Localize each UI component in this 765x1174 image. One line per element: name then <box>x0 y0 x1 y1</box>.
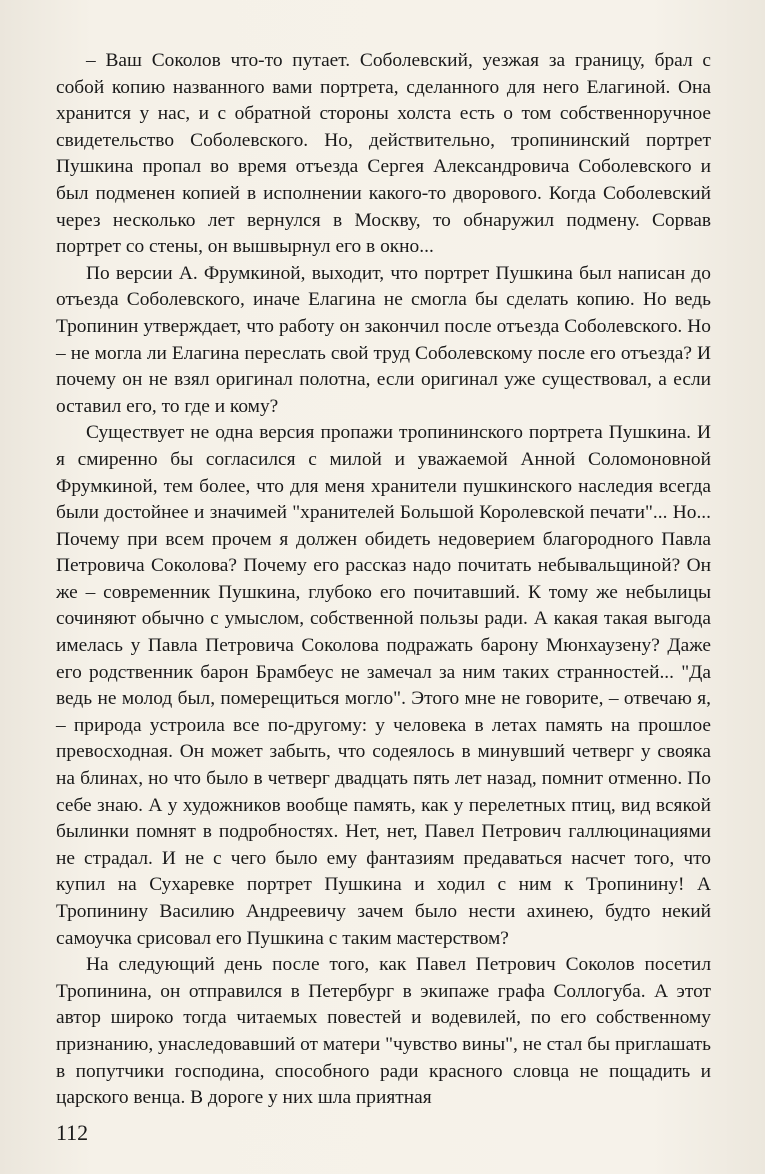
body-text <box>56 48 711 1112</box>
paragraph-1: – Ваш Соколов что-то путает. Соболевский, уезжая за границу, брал с собой копию названного вами портрета, сделанного для него Елагиной. Она хранится у нас, и с обратной стороны холста есть о том собственноручное свидетельство Соболевского. Но, действительно, тропининский портрет Пушкина пропал во время отъезда Сергея Александровича Соболевского и был подменен копией в исполнении какого-то дворового. Когда Соболевский через несколько лет вернулся в Москву, то обнаружил подмену. Сорвав портрет со стены, он вышвырнул его в окно... <box>56 50 711 258</box>
page-number: 112 <box>56 1120 89 1145</box>
paragraph-4: На следующий день после того, как Павел Петрович Соколов посетил Тропинина, он отправился в Петербург в экипаже графа Соллогуба. А этот автор широко тогда читаемых повестей и водевилей, по его собственному признанию, унаследовавший от матери "чувство вины", не стал бы приглашать в попутчики господина, способного ради красного словца не пощадить и царского венца. В дороге у них шла приятная <box>56 954 711 1109</box>
paragraph-2: По версии А. Фрумкиной, выходит, что портрет Пушкина был написан до отъезда Соболевского, иначе Елагина не смогла бы сделать копию. Но ведь Тропинин утверждает, что работу он закончил после отъезда Соболевского. Но – не могла ли Елагина переслать свой труд Соболевскому после его отъезда? И почему он не взял оригинал полотна, если оригинал уже существовал, а если оставил его, то где и кому? <box>56 262 711 417</box>
paragraph-3: Существует не одна версия пропажи тропининского портрета Пушкина. И я смиренно бы согласился с милой и уважаемой Анной Соломоновной Фрумкиной, тем более, что для меня хранители пушкинского наследия всегда были достойнее и значимей "хранителей Большой Королевской печати"... Но... Почему при всем прочем я должен обидеть недоверием благородного Павла Петровича Соколова? Почему его рассказ надо почитать небывальщиной? Он же – современник Пушкина, глубоко его почитавший. К тому же небылицы сочиняют обычно с умыслом, собственной пользы ради. А какая такая выгода имелась у Павла Петровича Соколова подражать барону Мюнхаузену? Даже его родственник барон Брамбеус не замечал за ним таких странностей... "Да ведь не молод был, померещиться могло". Этого мне не говорите, – отвечаю я, – природа устроила все по-другому: у человека в летах память на прошлое превосходная. Он может забыть, что содеялось в минувший четверг у свояка на блинах, но что было в четверг двадцать пять лет назад, помнит отменно. По себе знаю. А у художников вообще память, как у перелетных птиц, вид всякой былинки помнят в подробностях. Нет, нет, Павел Петрович галлюцинациями не страдал. И не с чего было ему фантазиям предаваться насчет того, что купил на Сухаревке портрет Пушкина и ходил с ним к Тропинину! А Тропинину Василию Андреевичу зачем было нести ахинею, будто некий самоучка срисовал его Пушкина с таким мастерством? <box>56 422 711 949</box>
